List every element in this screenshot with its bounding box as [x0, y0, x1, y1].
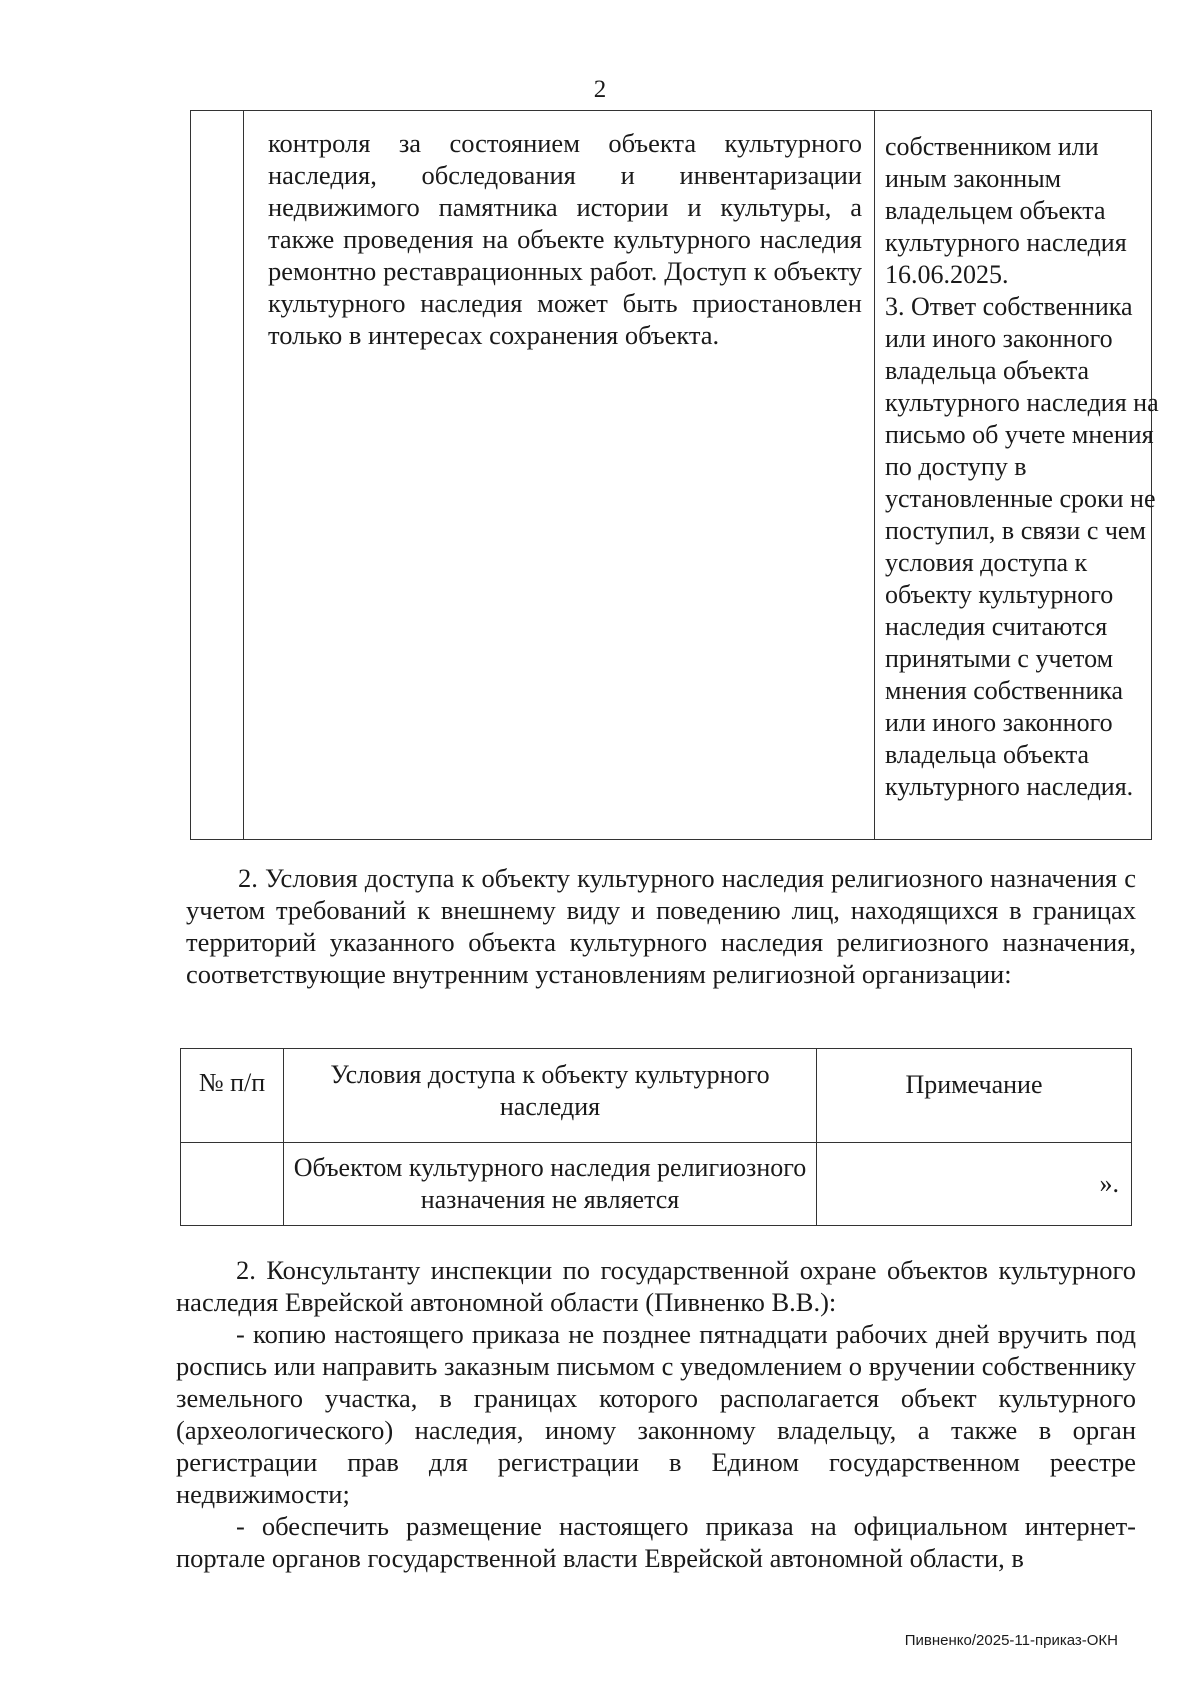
note-line: наследия считаются — [885, 612, 1108, 641]
section-2-religious-conditions: 2. Условия доступа к объекту культурного наследия религиозного назначения с учетом требований к внешнему виду и поведению лиц, находящихся в границах территорий указанного объекта культурного наследия религиозного назначения, соответствующие внутренним установлениям религиозной организации: — [186, 863, 1136, 989]
note-line: или иного законного — [885, 324, 1113, 353]
row-note: ». — [817, 1143, 1132, 1226]
table-cell-conditions — [244, 111, 875, 840]
note-line: принятыми с учетом — [885, 644, 1114, 673]
conditions-text: контроля за состоянием объекта культурного наследия, обследования и инвентаризации недвижимого памятника истории и культуры, а также проведения на объекте культурного наследия ремонтно реставрационных работ. Доступ к объекту культурного наследия может быть приостановлен только в интересах сохранения объекта. — [268, 128, 862, 350]
note-line: поступил, в связи с чем — [885, 516, 1146, 545]
instruction-intro: 2. Консультанту инспекции по государственной охране объектов культурного наследия Еврейской автономной области (Пивненко В.В.): — [176, 1255, 1136, 1317]
note-line: культурного наследия — [885, 228, 1127, 257]
table-row — [191, 111, 1152, 840]
row-conditions: Объектом культурного наследия религиозного назначения не является — [284, 1143, 817, 1226]
note-line: 16.06.2025. — [885, 260, 1009, 289]
header-note: Примечание — [817, 1049, 1132, 1143]
note-line: владельца объекта — [885, 356, 1090, 385]
note-line: условия доступа к — [885, 548, 1088, 577]
instruction-item-2: - обеспечить размещение настоящего приказа на официальном интернет-портале органов государственной власти Еврейской автономной области, в — [176, 1511, 1136, 1573]
note-line: иным законным — [885, 164, 1062, 193]
row-number — [181, 1143, 284, 1226]
instruction-item-1: - копию настоящего приказа не позднее пятнадцати рабочих дней вручить под роспись или направить заказным письмом с уведомлением о вручении собственнику земельного участка, в границах которого располагается объект культурного (археологического) наследия, иному законному владельцу, а также в орган регистрации прав для регистрации в Едином государственном реестре недвижимости; — [176, 1319, 1136, 1509]
note-line: собственником или — [885, 132, 1099, 161]
table-cell-number — [191, 111, 244, 840]
note-line: объекту культурного — [885, 580, 1114, 609]
note-line: установленные сроки не — [885, 484, 1156, 513]
note-line: мнения собственника — [885, 676, 1124, 705]
note-line: по доступу в — [885, 452, 1027, 481]
page-number: 2 — [593, 76, 607, 103]
note-line: культурного наследия. — [885, 772, 1134, 801]
religious-access-table — [180, 1048, 1132, 1226]
note-line: письмо об учете мнения — [885, 420, 1154, 449]
note-line: культурного наследия на — [885, 388, 1159, 417]
document-footer-code: Пивненко/2025-11-приказ-ОКН — [904, 1632, 1118, 1649]
note-line: владельца объекта — [885, 740, 1090, 769]
table-cell-note — [875, 111, 1159, 840]
note-line: 3. Ответ собственника — [885, 292, 1133, 321]
header-conditions: Условия доступа к объекту культурного наследия — [284, 1049, 817, 1143]
note-line: или иного законного — [885, 708, 1113, 737]
table-header-row — [181, 1049, 1132, 1143]
access-conditions-table-continued — [190, 110, 1159, 840]
table-row — [181, 1143, 1132, 1226]
note-line: владельцем объекта — [885, 196, 1106, 225]
header-number: № п/п — [181, 1049, 284, 1143]
